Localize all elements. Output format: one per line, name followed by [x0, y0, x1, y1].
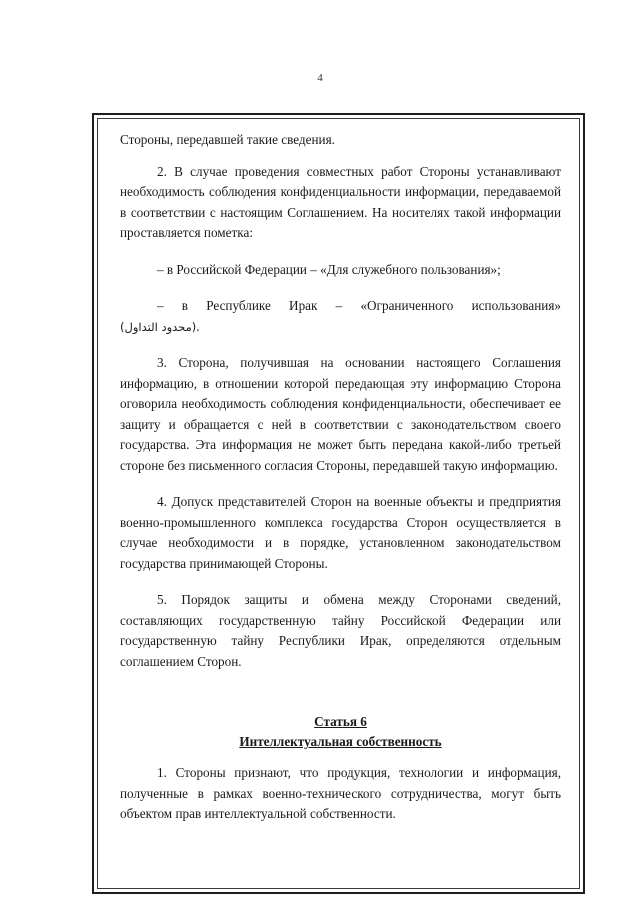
marking-iraq: – в Республике Ирак – «Ограниченного использования» [157, 298, 561, 313]
paragraph-5-state-secrets: 5. Порядок защиты и обмена между Сторонами сведений, составляющих государственную тайну Российской Федерации или государственную тайну Республики Ирак, определяются отдельным соглашением Сторон. [120, 592, 561, 669]
marking-iraq-tail: . [196, 318, 200, 334]
arabic-marking-text: (محدود التداول) [120, 319, 197, 334]
page-number: 4 [317, 72, 323, 84]
document-body [120, 130, 561, 825]
marking-iraq-arabic-line [120, 317, 561, 338]
paragraph-4-access: 4. Допуск представителей Сторон на военные объекты и предприятия военно-промышленного комплекса государства Сторон осуществляется в случае необходимости и в порядке, установленном законодательством государства принимающей Стороны. [120, 494, 561, 571]
marking-russia: – в Российской Федерации – «Для служебного пользования»; [157, 261, 501, 277]
paragraph-continuation: Стороны, передавшей такие сведения. [120, 132, 335, 147]
paragraph-2-confidentiality: 2. В случае проведения совместных работ Стороны устанавливают необходимость соблюдения конфиденциальности информации, передаваемой в соответствии с настоящим Соглашением. На носителях такой информации проставляется пометка: [120, 163, 561, 240]
article-number: Статья 6 [314, 714, 367, 729]
article-title: Интеллектуальная собственность [239, 734, 442, 749]
paragraph-3-information-protection: 3. Сторона, получившая на основании настоящего Соглашения информацию, в отношении которой передающая эту информацию Сторона оговорила необходимость соблюдения конфиденциальности, обеспечивает ее защиту и обращается с ней в соответствии с законодательством своего государства. Эта информация не может быть передана какой-либо третьей стороне без письменного согласия Стороны, передавшей такую информацию. [120, 355, 561, 473]
article-6-paragraph-1: 1. Стороны признают, что продукция, технологии и информация, полученные в рамках военно-технического сотрудничества, могут быть объектом прав интеллектуальной собственности. [120, 765, 561, 821]
